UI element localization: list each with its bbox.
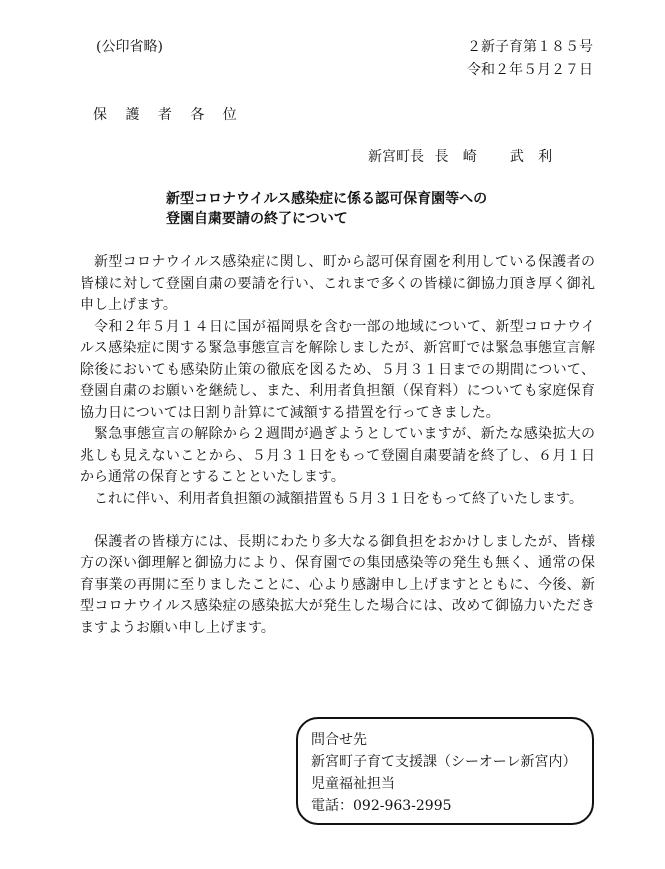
sender [368,148,557,166]
recipient: 保 護 者 各 位 [93,107,244,123]
body-paragraph-2: 令和２年５月１４日に国が福岡県を含む一部の地域について、新型コロナウイルス感染症に関する緊急事態宣言を解除しましたが、新宮町では緊急事態宣言解除後においても感染防止策の徹底を図るため、５月３１日までの期間について、登園自粛のお願いを継続し、また、利用者負担額（保育料）についても家庭保育協力日については日割り計算にて減額する措置を行ってきました。 [80,318,595,421]
document-date: 令和２年５月２７日 [467,62,593,78]
document-number: ２新子育第１８５号 [467,39,593,55]
sender-title: 新宮町長 [368,149,424,165]
body-paragraph-1: 新型コロナウイルス感染症に関し、町から認可保育園を利用している保護者の皆様に対して登園自粛の要請を行い、これまで多くの皆様に御協力頂き厚く御礼申し上げます。 [80,254,595,313]
sender-name: 長 崎 武 利 [434,149,558,165]
contact-department: 新宮町子育て支援課（シーオーレ新宮内） [311,754,577,770]
subject-line-1: 新型コロナウイルス感染症に係る認可保育園等への [166,191,488,207]
contact-box [296,717,594,825]
body-paragraph-3: 緊急事態宣言の解除から２週間が過ぎようとしていますが、新たな感染拡大の兆しも見えないことから、５月３１日をもって登園自粛要請を終了し、６月１日から通常の保育とすることといたします。 [80,426,595,485]
contact-phone: 電話：092-963-2995 [311,798,452,814]
subject-line-2: 登園自粛要請の終了について [166,211,348,227]
body-text [80,252,595,639]
body-paragraph-4: これに伴い、利用者負担額の減額措置も５月３１日をもって終了いたします。 [94,490,583,507]
closing-paragraph: 保護者の皆様方には、長期にわたり多大なる御負担をおかけしましたが、皆様方の深い御理解と御協力により、保育園での集団感染等の発生も無く、通常の保育事業の再開に至りましたことに、心より感謝申し上げますとともに、今後、新型コロナウイルス感染症の感染拡大が発生した場合には、改めて御協力いただきますようお願い申し上げます。 [80,533,595,636]
paragraph-spacer [80,510,595,532]
contact-section: 児童福祉担当 [311,776,395,792]
seal-note: (公印省略) [96,39,163,55]
contact-heading: 問合せ先 [311,732,367,748]
